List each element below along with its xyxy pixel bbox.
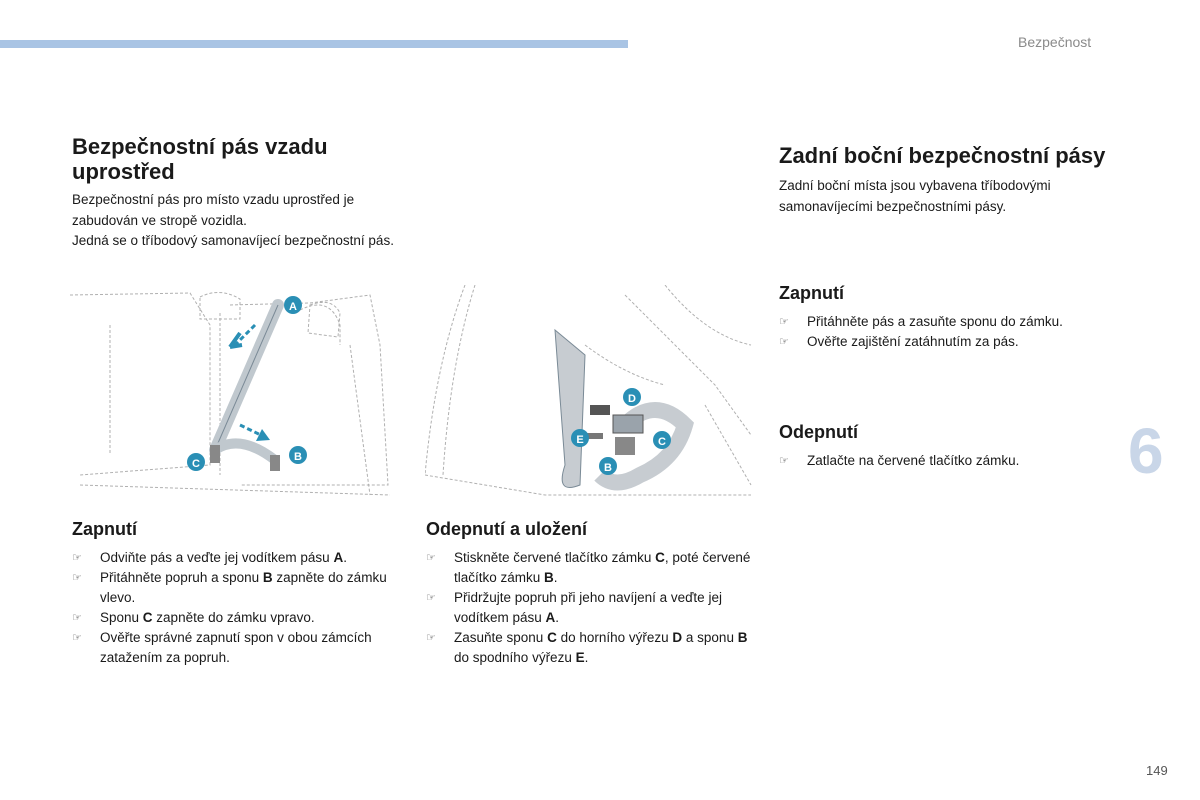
list-item: ☞ Zasuňte sponu C do horního výřezu D a sponu B do spodního výřezu E. bbox=[426, 630, 748, 665]
list-item: ☞ Odviňte pás a veďte jej vodítkem pásu A. bbox=[72, 548, 402, 568]
left-heading-block bbox=[72, 134, 402, 252]
chapter-number: 6 bbox=[1128, 415, 1164, 487]
list-item: ☞ Zatlačte na červené tlačítko zámku. bbox=[779, 451, 1109, 471]
pointing-finger-icon: ☞ bbox=[779, 336, 789, 348]
list-item: ☞ Přitáhněte popruh a sponu B zapněte do zámku vlevo. bbox=[72, 570, 387, 605]
middle-release-section bbox=[426, 518, 756, 668]
left-fasten-section bbox=[72, 518, 402, 668]
svg-text:C: C bbox=[658, 436, 666, 448]
header-accent-bar bbox=[0, 40, 628, 48]
label-c-badge bbox=[187, 453, 205, 471]
pointing-finger-icon: ☞ bbox=[779, 316, 789, 328]
left-fasten-list bbox=[72, 548, 402, 668]
list-item: ☞ Sponu C zapněte do zámku vpravo. bbox=[72, 608, 402, 628]
page-number: 149 bbox=[1146, 763, 1168, 778]
left-fasten-title: Zapnutí bbox=[72, 519, 137, 539]
pointing-finger-icon: ☞ bbox=[426, 552, 436, 564]
middle-list bbox=[426, 548, 756, 668]
svg-text:A: A bbox=[289, 301, 297, 313]
middle-title: Odepnutí a uložení bbox=[426, 519, 587, 539]
right-release-section bbox=[779, 421, 1109, 471]
list-item: ☞ Ověřte zajištění zatáhnutím za pás. bbox=[779, 332, 1109, 352]
section-title: Bezpečnost bbox=[1018, 34, 1092, 50]
right-title: Zadní boční bezpečnostní pásy bbox=[779, 143, 1106, 168]
center-belt-illustration bbox=[70, 285, 398, 505]
pointing-finger-icon: ☞ bbox=[779, 455, 789, 467]
pointing-finger-icon: ☞ bbox=[426, 632, 436, 644]
svg-text:E: E bbox=[576, 434, 584, 446]
svg-text:D: D bbox=[628, 393, 636, 405]
svg-text:B: B bbox=[604, 462, 612, 474]
list-item: ☞ Přidržujte popruh při jeho navíjení a veďte jej vodítkem pásu A. bbox=[426, 590, 722, 625]
svg-text:B: B bbox=[294, 451, 302, 463]
right-heading-block bbox=[779, 143, 1109, 217]
label-a-badge bbox=[284, 296, 302, 314]
right-fasten-section bbox=[779, 282, 1109, 352]
stowage-illustration bbox=[425, 285, 753, 505]
list-item: ☞ Stiskněte červené tlačítko zámku C, poté červené tlačítko zámku B. bbox=[426, 550, 751, 585]
list-item: ☞ Ověřte správné zapnutí spon v obou zámcích zatažením za popruh. bbox=[72, 630, 372, 665]
label-d-badge bbox=[623, 388, 641, 406]
right-release-list bbox=[779, 451, 1109, 471]
pointing-finger-icon: ☞ bbox=[72, 552, 82, 564]
left-title: Bezpečnostní pás vzadu uprostřed bbox=[72, 134, 328, 184]
label-c-badge bbox=[653, 431, 671, 449]
svg-text:C: C bbox=[192, 458, 200, 470]
label-b-badge bbox=[289, 446, 307, 464]
list-item: ☞ Přitáhněte pás a zasuňte sponu do zámku. bbox=[779, 312, 1109, 332]
left-intro-2: Jedná se o tříbodový samonavíjecí bezpečnostní pás. bbox=[72, 233, 394, 248]
right-intro: Zadní boční místa jsou vybavena tříbodovými samonavíjecími bezpečnostními pásy. bbox=[779, 178, 1051, 214]
right-fasten-title: Zapnutí bbox=[779, 283, 844, 303]
right-fasten-list bbox=[779, 312, 1109, 352]
pointing-finger-icon: ☞ bbox=[72, 572, 82, 584]
label-e-badge bbox=[571, 429, 589, 447]
left-intro-1: Bezpečnostní pás pro místo vzadu uprostřed je zabudován ve stropě vozidla. bbox=[72, 192, 355, 228]
right-release-title: Odepnutí bbox=[779, 422, 858, 442]
pointing-finger-icon: ☞ bbox=[72, 632, 82, 644]
pointing-finger-icon: ☞ bbox=[72, 612, 82, 624]
label-b-badge bbox=[599, 457, 617, 475]
pointing-finger-icon: ☞ bbox=[426, 592, 436, 604]
